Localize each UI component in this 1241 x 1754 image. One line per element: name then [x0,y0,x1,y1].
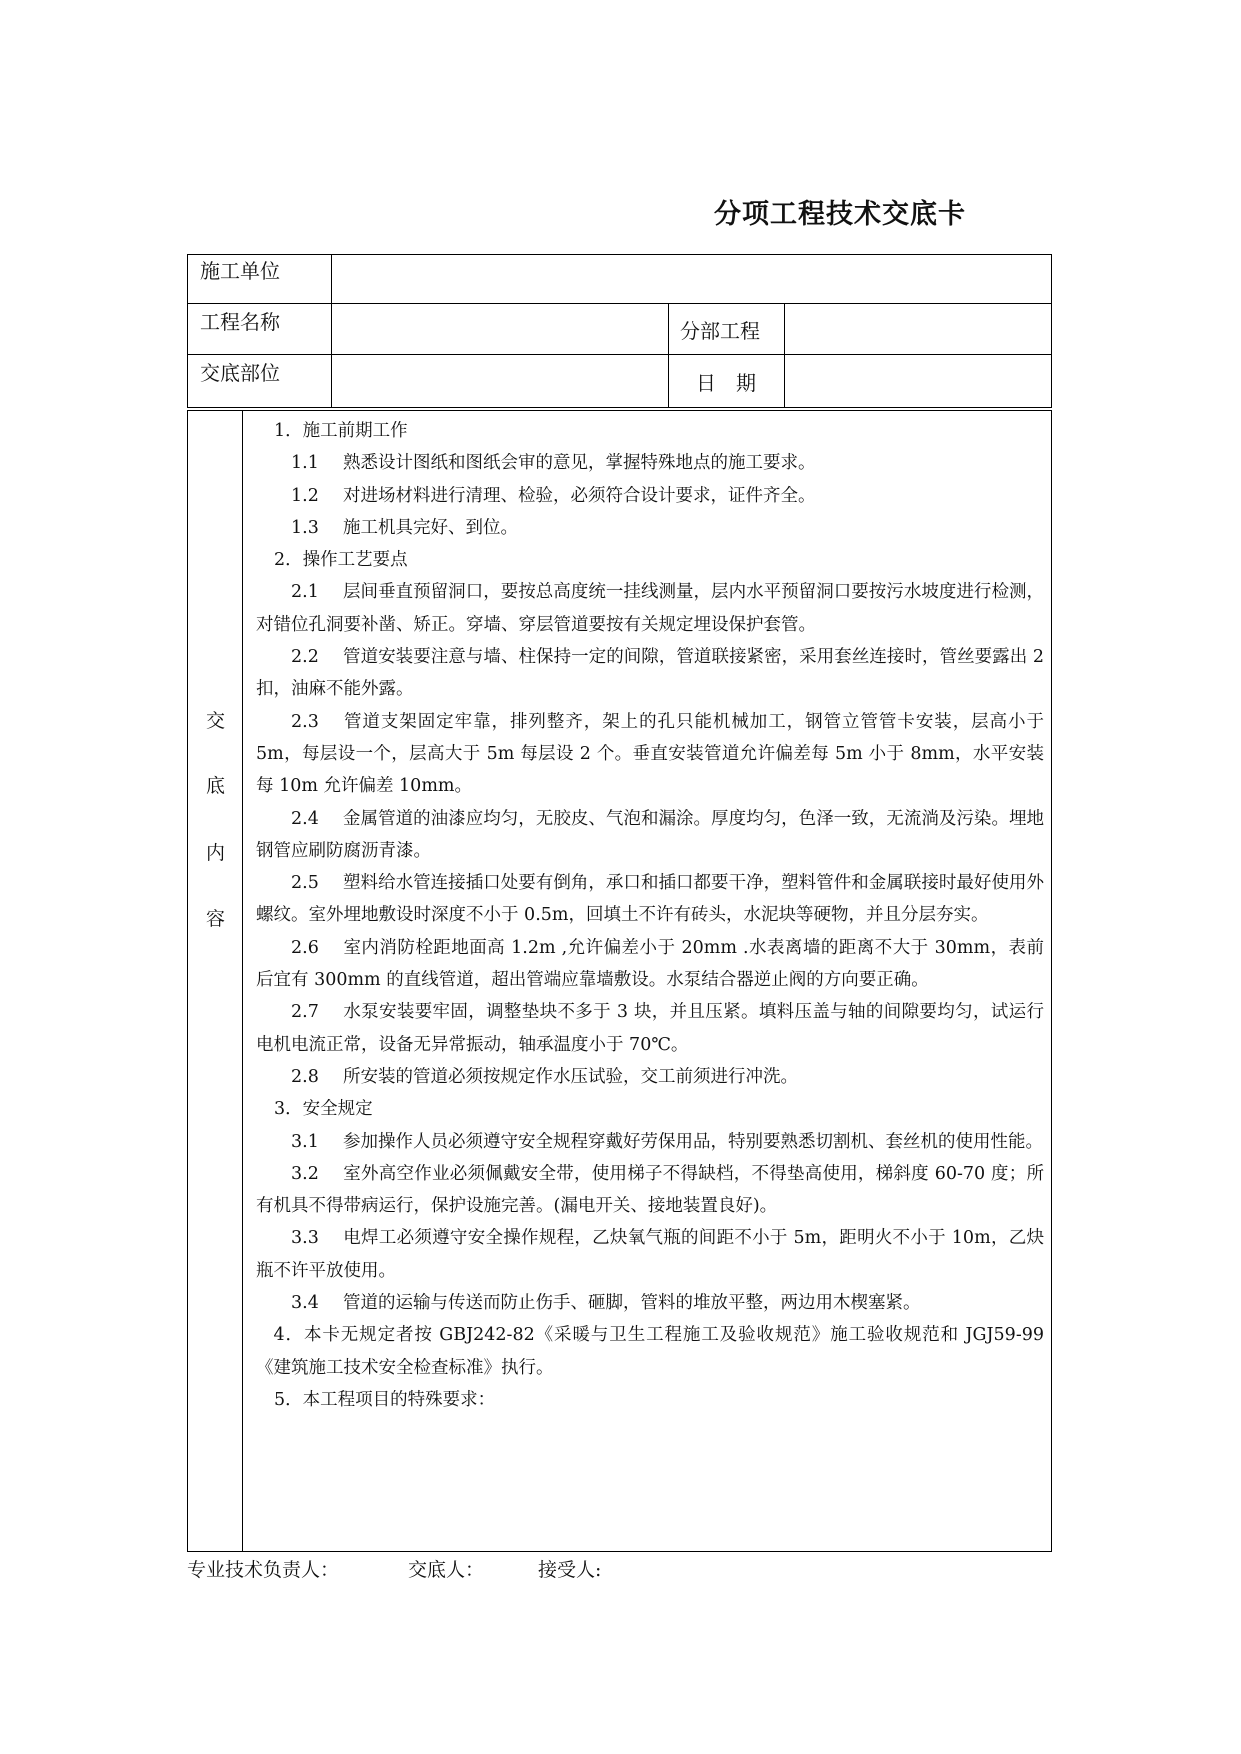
clause: 1.2 对进场材料进行清理、检验，必须符合设计要求，证件齐全。 [291,485,816,506]
side-label-column [188,411,243,1551]
content-text [256,415,1044,1416]
presenter-label: 交底人： [408,1559,485,1581]
side-char: 交 [205,710,225,732]
clause: 1.1 熟悉设计图纸和图纸会审的意见，掌握特殊地点的施工要求。 [291,453,816,474]
sub-project-label: 分部工程 [680,319,760,343]
receiver-label: 接受人: [538,1559,602,1581]
section-heading: 3．安全规定 [274,1099,373,1120]
unit-label: 施工单位 [200,259,280,283]
side-char: 底 [205,775,225,797]
clause: 1.3 施工机具完好、到位。 [291,517,518,538]
clause-4: 4．本卡无规定者按 GBJ242-82《采暖与卫生工程施工及验收规范》施工验收规范和 JGJ59-99《建筑施工技术安全检查标准》执行。 [256,1325,1044,1378]
clause: 2.1 层间垂直预留洞口，要按总高度统一挂线测量，层内水平预留洞口要按污水坡度进行检测，对错位孔洞要补凿、矫正。穿墙、穿层管道要按有关规定埋设保护套管。 [256,582,1044,635]
clause: 2.3 管道支架固定牢靠，排列整齐，架上的孔只能机械加工，钢管立管管卡安装，层高小于 5m，每层设一个，层高大于 5m 每层设 2 个。垂直安装管道允许偏差每 5m 小于 8mm，水平安装每 10m 允许偏差 10mm。 [256,711,1044,797]
clause-5: 5．本工程项目的特殊要求： [274,1389,496,1410]
clause: 2.8 所安装的管道必须按规定作水压试验，交工前须进行冲洗。 [291,1066,798,1087]
date-label: 日 期 [696,371,756,395]
section-heading: 1．施工前期工作 [274,421,408,441]
clause: 2.7 水泵安装要牢固，调整垫块不多于 3 块，并且压紧。填料压盖与轴的间隙要均匀，试运行电机电流正常，设备无异常振动，轴承温度小于 70℃。 [256,1002,1044,1055]
header-table [187,254,1052,408]
section-heading: 2．操作工艺要点 [274,550,408,571]
clause: 3.3 电焊工必须遵守安全操作规程，乙炔氧气瓶的间距不小于 5m，距明火不小于 10m，乙炔瓶不许平放使用。 [256,1228,1044,1281]
tech-lead-label: 专业技术负责人： [187,1559,340,1581]
content-box [187,410,1052,1552]
project-name-label: 工程名称 [200,310,280,334]
clause: 2.6 室内消防栓距地面高 1.2m ,允许偏差小于 20mm .水表离墙的距离不大于 30mm，表前后宜有 300mm 的直线管道，超出管端应靠墙敷设。水泵结合器逆止阀的方向要正确。 [256,937,1044,991]
clause: 3.1 参加操作人员必须遵守安全规程穿戴好劳保用品，特别要熟悉切割机、套丝机的使用性能。 [291,1131,1043,1152]
clause: 2.5 塑料给水管连接插口处要有倒角，承口和插口都要干净，塑料管件和金属联接时最好使用外螺纹。室外埋地敷设时深度不小于 0.5m，回填土不许有砖头，水泥块等硬物，并且分层夯实。 [256,873,1044,926]
side-char: 内 [205,842,225,864]
page-title: 分项工程技术交底卡 [714,199,966,230]
clause: 3.4 管道的运输与传送而防止伤手、砸脚，管料的堆放平整，两边用木楔塞紧。 [291,1293,921,1314]
clause: 2.2 管道安装要注意与墙、柱保持一定的间隙，管道联接紧密，采用套丝连接时，管丝要露出 2 扣，油麻不能外露。 [256,647,1044,700]
clause: 3.2 室外高空作业必须佩戴安全带，使用梯子不得缺档，不得垫高使用，梯斜度 60-70 度；所有机具不得带病运行，保护设施完善。(漏电开关、接地装置良好)。 [256,1163,1044,1217]
side-char: 容 [205,908,225,930]
location-label: 交底部位 [200,361,280,385]
clause: 2.4 金属管道的油漆应均匀，无胶皮、气泡和漏涂。厚度均匀，色泽一致，无流淌及污染。埋地钢管应刷防腐沥青漆。 [256,808,1044,861]
